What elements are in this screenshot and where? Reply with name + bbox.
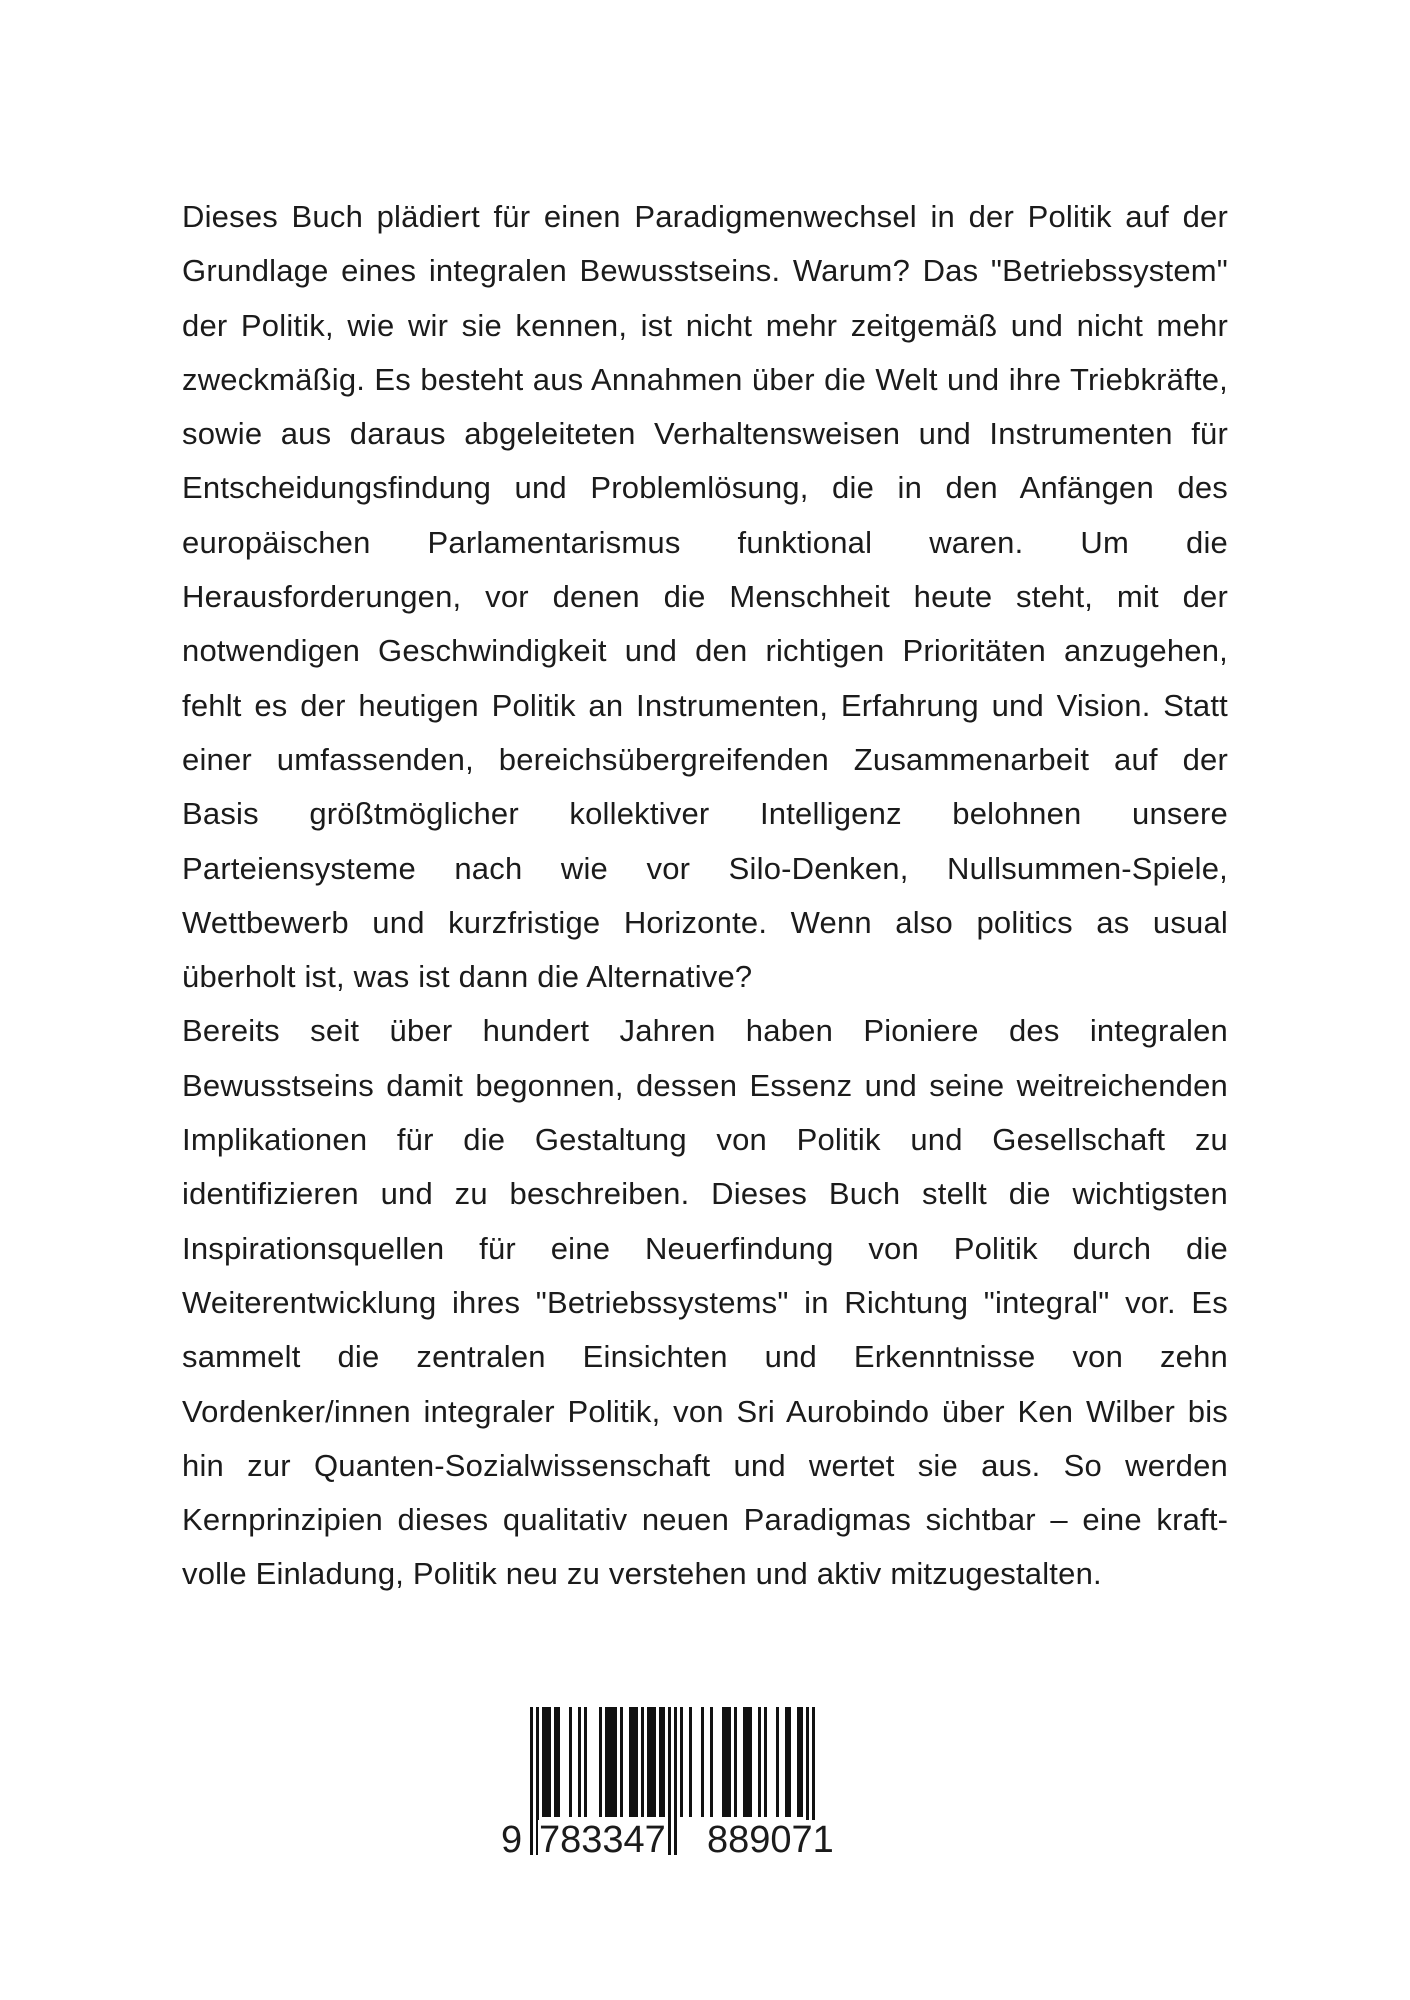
barcode-bar [548, 1707, 551, 1817]
barcode-bar [746, 1707, 749, 1817]
barcode-bar [659, 1707, 662, 1817]
barcode-bar [650, 1707, 653, 1817]
barcode-bar [605, 1707, 608, 1817]
barcode-bar [680, 1707, 683, 1817]
blurb-text [182, 190, 1228, 1602]
barcode-guard-bar [668, 1707, 671, 1855]
barcode-bar [764, 1707, 767, 1817]
barcode-left-digits: 783347 [539, 1819, 666, 1861]
barcode-guard-bar [530, 1707, 533, 1855]
barcode-bar [653, 1707, 656, 1817]
barcode-bar [743, 1707, 746, 1817]
barcode-bar [614, 1707, 617, 1817]
barcode-bar [734, 1707, 737, 1817]
barcode-bar [758, 1707, 761, 1817]
barcode-bar [578, 1707, 581, 1817]
barcode-bar [557, 1707, 560, 1817]
barcode-bar [599, 1707, 602, 1817]
barcode-bar [797, 1707, 800, 1817]
barcode-bar [800, 1707, 803, 1817]
blurb-paragraph-1: Dieses Buch plädiert für einen Paradigmenwechsel in der Politik auf der Grundlage eines integralen Bewusstseins. Warum? Das "Betriebssystem" der Politik, wie wir sie kennen, ist nicht mehr zeitgemäß und nicht mehr zweckmäßig. Es besteht aus Annahmen über die Welt und ihre Triebkräfte, sowie aus daraus abgeleiteten Verhaltensweisen und Instrumenten für Entscheidungsfindung und Problemlösung, die in den Anfängen des europäischen Parlamentarismus funktional waren. Um die Herausforderungen, vor denen die Menschheit heute steht, mit der notwendigen Geschwindigkeit und den richtigen Prioritäten anzugehen, fehlt es der heutigen Politik an Instrumenten, Erfahrung und Vision. Statt einer umfassenden, bereichsübergreifenden Zusammenarbeit auf der Basis größtmöglicher kollektiver Intelligenz belohnen unsere Parteiensysteme nach wie vor Silo-Denken, Nullsummen-Spiele, Wettbewerb und kurzfristige Horizonte. Wenn also politics as usual überholt ist, was ist dann die Alternative? [182, 199, 1228, 995]
barcode-prefix-digit: 9 [501, 1819, 523, 1861]
barcode-bar [647, 1707, 650, 1817]
barcode-bar [629, 1707, 632, 1817]
barcode-bar [632, 1707, 635, 1817]
barcode-bar [611, 1707, 614, 1817]
barcode-bar [728, 1707, 731, 1817]
barcode-bar [542, 1707, 545, 1817]
barcode-bar [785, 1707, 788, 1817]
barcode-bar [788, 1707, 791, 1817]
barcode-bar [641, 1707, 644, 1817]
barcode-bar [635, 1707, 638, 1817]
barcode-bar [554, 1707, 557, 1817]
barcode-bar [584, 1707, 587, 1817]
barcode-bar [569, 1707, 572, 1817]
barcode-bar [722, 1707, 725, 1817]
barcode-bar [620, 1707, 623, 1817]
barcode-bar [749, 1707, 752, 1817]
blurb-paragraph-2: Bereits seit über hundert Jahren haben Pioniere des integralen Bewusstseins damit begonnen, dessen Essenz und seine weitreichenden Implikationen für die Gestaltung von Politik und Gesellschaft zu identifizieren und zu beschreiben. Dieses Buch stellt die wichtigsten Inspirationsquellen für eine Neuerfindung von Politik durch die Weiterentwicklung ihres "Betriebssystems" in Richtung "integral" vor. Es sammelt die zentralen Einsichten und Erkenntnisse von zehn Vordenker/innen integraler Politik, von Sri Aurobindo über Ken Wilber bis hin zur Quanten-Sozialwissenschaft und wertet sie aus. So werden Kernprinzipien dieses qualitativ neuen Paradigmas sichtbar – eine kraftvolle Einladung, Politik neu zu verstehen und aktiv mitzugestalten. [182, 1013, 1228, 1592]
barcode-bar [701, 1707, 704, 1817]
barcode-guard-bar [674, 1707, 677, 1855]
isbn-barcode [500, 1707, 880, 1861]
barcode-bar [776, 1707, 779, 1817]
barcode-right-digits: 889071 [707, 1819, 834, 1861]
barcode-bar [608, 1707, 611, 1817]
barcode-bar [662, 1707, 665, 1817]
barcode-bar [725, 1707, 728, 1817]
barcode-bar [710, 1707, 713, 1817]
barcode-bar [689, 1707, 692, 1817]
barcode-bar [545, 1707, 548, 1817]
